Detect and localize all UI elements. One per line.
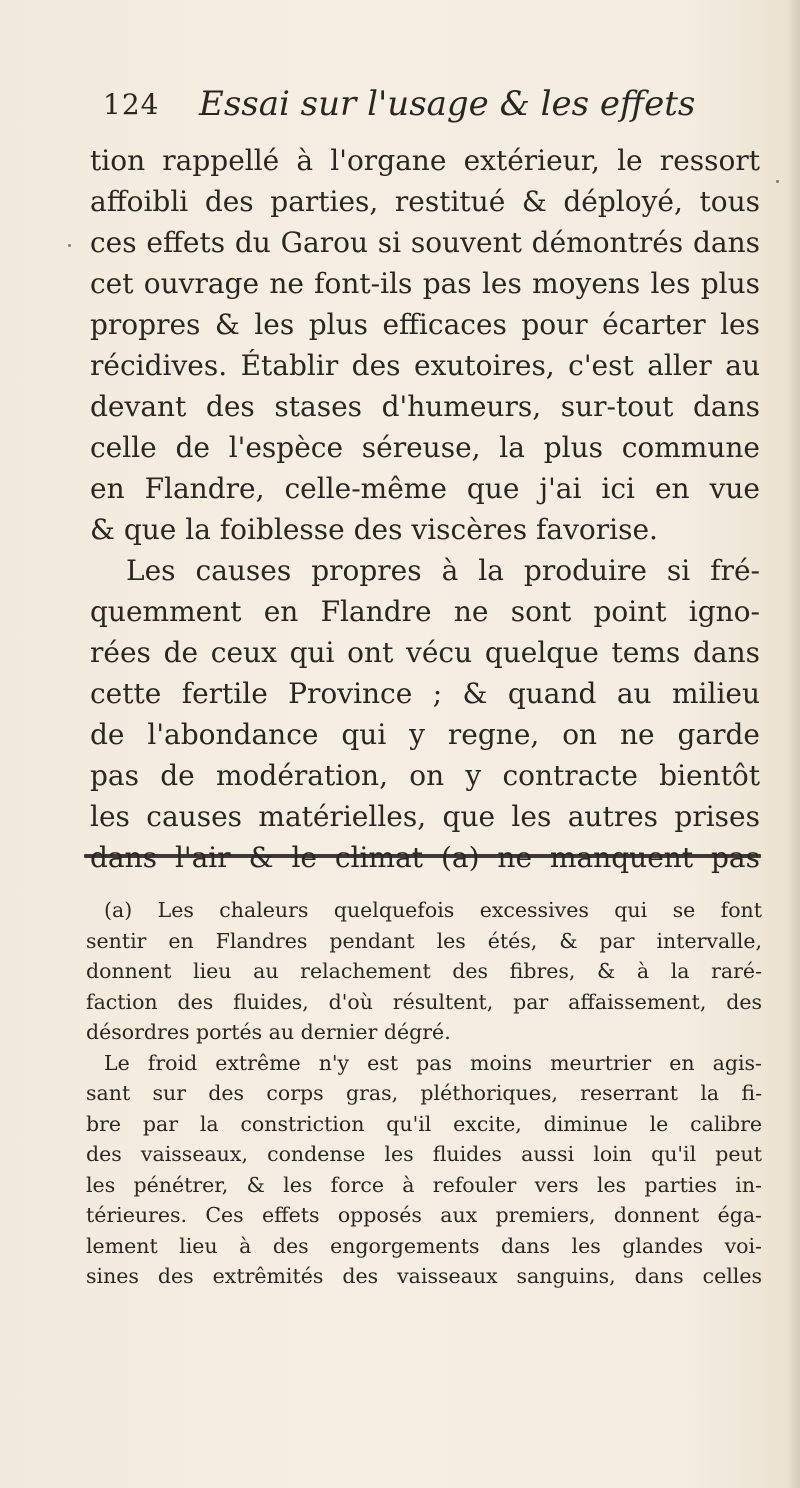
main-text: [90, 140, 760, 878]
text-line: de l'abondance qui y regne, on ne garde: [90, 718, 760, 751]
text-line: devant des stases d'humeurs, sur-tout dans: [90, 390, 760, 423]
footnote-line: les pénétrer, & les force à refouler vers les parties in-: [86, 1172, 762, 1197]
page-number: 124: [103, 88, 160, 121]
footnotes: [86, 895, 762, 1292]
text-line: affoibli des parties, restitué & déployé, tous: [90, 185, 760, 218]
footnote-line: désordres portés au dernier dégré.: [86, 1020, 451, 1044]
text-line: en Flandre, celle-même que j'ai ici en vue: [90, 472, 760, 505]
text-line: récidives. Établir des exutoires, c'est aller au: [90, 349, 760, 382]
text-line: celle de l'espèce séreuse, la plus commune: [90, 431, 760, 464]
text-line: propres & les plus efficaces pour écarter les: [90, 308, 760, 341]
footnote-line: sines des extrêmités des vaisseaux sanguins, dans celles: [86, 1264, 762, 1288]
footnote-line: faction des fluides, d'où résultent, par affaissement, des: [86, 989, 762, 1014]
footnote-line: (a) Les chaleurs quelquefois excessives qui se font: [104, 898, 762, 922]
text-line: rées de ceux qui ont vécu quelque tems dans: [90, 636, 760, 669]
text-line: tion rappellé à l'organe extérieur, le ressort: [90, 144, 760, 177]
text-line: ces effets du Garou si souvent démontrés dans: [90, 226, 760, 259]
paper-speck: [68, 244, 71, 247]
footnote-line: sentir en Flandres pendant les étés, & par intervalle,: [86, 928, 762, 953]
running-title: Essai sur l'usage & les effets: [199, 84, 696, 124]
text-line: pas de modération, on y contracte bientôt: [90, 759, 760, 792]
text-line: & que la foiblesse des viscères favorise.: [90, 513, 658, 546]
footnote-line: térieures. Ces effets opposés aux premiers, donnent éga-: [86, 1203, 762, 1227]
text-line: quemment en Flandre ne sont point igno-: [90, 595, 760, 628]
page-header: [103, 84, 703, 134]
text-line: cet ouvrage ne font-ils pas les moyens les plus: [90, 267, 760, 300]
footnote-line: lement lieu à des engorgements dans les glandes voi-: [86, 1233, 762, 1258]
footnote-line: bre par la constriction qu'il excite, diminue le calibre: [86, 1111, 762, 1136]
footnote-line: sant sur des corps gras, pléthoriques, reserrant la fi-: [86, 1081, 762, 1105]
paper-speck: [776, 180, 779, 183]
footnote-line: donnent lieu au relachement des fibres, & à la raré-: [86, 959, 762, 983]
text-line: les causes matérielles, que les autres prises: [90, 800, 760, 833]
page-edge-shadow: [786, 0, 800, 1488]
text-line: cette fertile Province ; & quand au milieu: [90, 677, 760, 710]
footnote-line: des vaisseaux, condense les fluides aussi loin qu'il peut: [86, 1142, 762, 1166]
footnote-rule: [84, 854, 761, 858]
text-line: Les causes propres à la produire si fré-: [126, 554, 760, 587]
footnote-line: Le froid extrême n'y est pas moins meurtrier en agis-: [104, 1050, 762, 1075]
